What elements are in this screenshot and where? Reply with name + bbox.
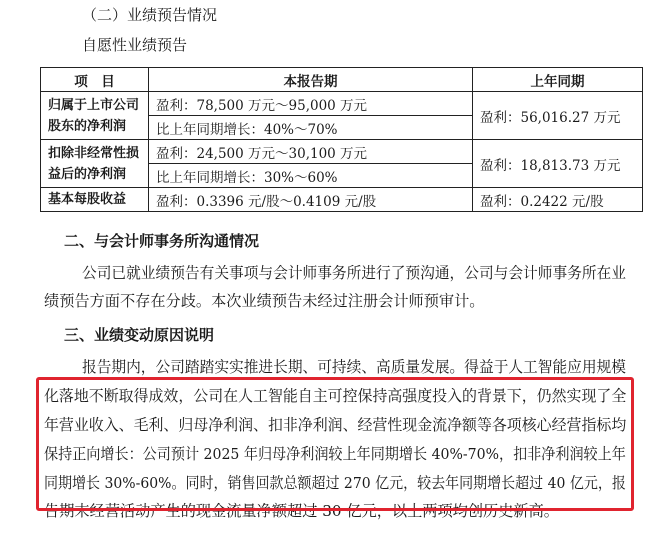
cell-prior: 盈利：56,016.27 万元 xyxy=(473,92,643,140)
cell-current-range: 盈利：24,500 万元～30,100 万元 xyxy=(149,140,473,164)
cell-prior: 盈利：18,813.73 万元 xyxy=(473,140,643,188)
section3-heading: 三、业绩变动原因说明 xyxy=(64,326,215,344)
table-header-current: 本报告期 xyxy=(149,68,473,92)
cell-current-range: 盈利：0.3396 元/股～0.4109 元/股 xyxy=(149,188,473,212)
cell-current-growth: 比上年同期增长：30%～60% xyxy=(149,164,473,188)
table-row xyxy=(41,140,643,164)
paragraph-line: 年营业收入、毛利、归母净利润、扣非净利润、经营性现金流净额等各项核心经营指标均 xyxy=(44,416,627,434)
table-row xyxy=(41,188,643,212)
paragraph-line: 保持正向增长：公司预计 2025 年归母净利润较上年同期增长 40%-70%，扣非净利润较上年 xyxy=(44,445,626,463)
section-title: （二）业绩预告情况 xyxy=(82,6,218,24)
highlight-annotation-box xyxy=(36,377,634,511)
paragraph-line: 告期末经营活动产生的现金流量净额超过 30 亿元，以上两项均创历史新高。 xyxy=(44,502,559,520)
paragraph-line: 公司已就业绩预告有关事项与会计师事务所进行了预沟通，公司与会计师事务所在业 xyxy=(82,264,626,282)
row-item-net-profit: 归属于上市公司股东的净利润 xyxy=(41,92,149,140)
row-item-eps: 基本每股收益 xyxy=(41,188,149,212)
section2-heading: 二、与会计师事务所沟通情况 xyxy=(64,232,260,250)
table-row xyxy=(41,92,643,116)
paragraph-line: 同期增长 30%-60%。同时，销售回款总额超过 270 亿元，较去年同期增长超过 40 亿元，报 xyxy=(44,474,626,492)
paragraph-line: 绩预告方面不存在分歧。本次业绩预告未经过注册会计师预审计。 xyxy=(44,292,485,310)
table-header-row xyxy=(41,68,643,92)
cell-prior: 盈利：0.2422 元/股 xyxy=(473,188,643,212)
subtitle: 自愿性业绩预告 xyxy=(82,36,188,54)
paragraph-line: 报告期内，公司踏踏实实推进长期、可持续、高质量发展。得益于人工智能应用规模 xyxy=(82,358,626,376)
table-header-prior: 上年同期 xyxy=(473,68,643,92)
paragraph-line: 化落地不断取得成效，公司在人工智能自主可控保持高强度投入的背景下，仍然实现了全 xyxy=(44,387,627,405)
cell-current-range: 盈利：78,500 万元～95,000 万元 xyxy=(149,92,473,116)
performance-forecast-table xyxy=(40,67,643,212)
table-header-item: 项 目 xyxy=(41,68,149,92)
cell-current-growth: 比上年同期增长：40%～70% xyxy=(149,116,473,140)
row-item-deducted-profit: 扣除非经常性损益后的净利润 xyxy=(41,140,149,188)
